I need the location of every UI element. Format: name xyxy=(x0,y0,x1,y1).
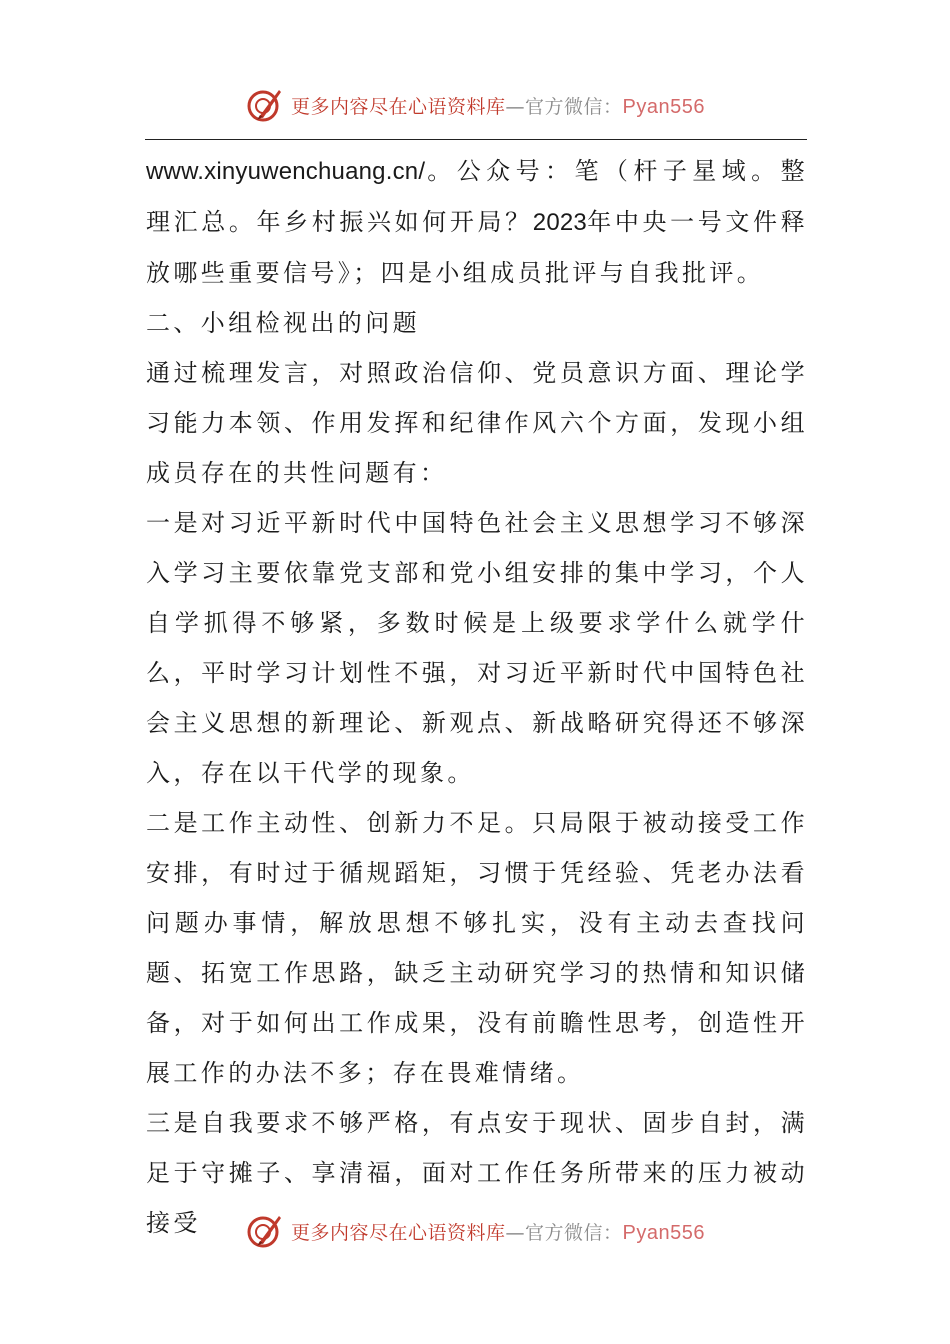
wechat-handle: Pyan556 xyxy=(622,1221,705,1244)
paragraph-issue-1: 一是对习近平新时代中国特色社会主义思想学习不够深入学习主要依靠党支部和党小组安排的集中学习，个人自学抓得不够紧，多数时候是上级要求学什么就学什么，平时学习计划性不强，对习近平新时代中国特色社会主义思想的新理论、新观点、新战略研究得还不够深入，存在以干代学的现象。 xyxy=(146,509,808,787)
year-number: 2023 xyxy=(532,209,587,236)
brand-text: 更多内容尽在心语资料库 xyxy=(291,1221,506,1244)
wechat-label: 官方微信： xyxy=(525,1221,623,1244)
header-banner xyxy=(245,85,705,125)
footer-banner-text xyxy=(291,1218,705,1245)
header-divider xyxy=(145,139,807,140)
page-footer xyxy=(0,1210,950,1252)
document-body xyxy=(146,146,808,1248)
quill-logo-icon xyxy=(245,1211,285,1251)
paragraph-1 xyxy=(146,146,808,298)
paragraph-1-text-a: 。公众号：笔（杆子星域。整理汇总。年乡村振兴如何开局？ xyxy=(146,157,808,236)
wechat-label: 官方微信： xyxy=(525,95,623,118)
paragraph-1-text-b: 年中央一号文件释放哪些重要信号》；四是小组成员批评与自我批评。 xyxy=(146,208,808,287)
brand-text: 更多内容尽在心语资料库 xyxy=(291,95,506,118)
quill-logo-icon xyxy=(245,85,285,125)
dash-separator: — xyxy=(505,1221,526,1244)
website-url: www.xinyuwenchuang.cn/ xyxy=(146,158,426,185)
dash-separator: — xyxy=(505,95,526,118)
paragraph-intro: 通过梳理发言，对照政治信仰、党员意识方面、理论学习能力本领、作用发挥和纪律作风六个方面，发现小组成员存在的共性问题有： xyxy=(146,359,808,487)
footer-banner xyxy=(245,1211,705,1251)
header-banner-text xyxy=(291,92,705,119)
paragraph-issue-2: 二是工作主动性、创新力不足。只局限于被动接受工作安排，有时过于循规蹈矩，习惯于凭经验、凭老办法看问题办事情，解放思想不够扎实，没有主动去查找问题、拓宽工作思路，缺乏主动研究学习的热情和知识储备，对于如何出工作成果，没有前瞻性思考，创造性开展工作的办法不多；存在畏难情绪。 xyxy=(146,809,808,1087)
page-header xyxy=(0,84,950,126)
wechat-handle: Pyan556 xyxy=(622,95,705,118)
section-heading: 二、小组检视出的问题 xyxy=(146,309,420,337)
paragraph-issue-3: 三是自我要求不够严格，有点安于现状、固步自封，满足于守摊子、享清福，面对工作任务所带来的压力被动接受 xyxy=(146,1109,808,1237)
